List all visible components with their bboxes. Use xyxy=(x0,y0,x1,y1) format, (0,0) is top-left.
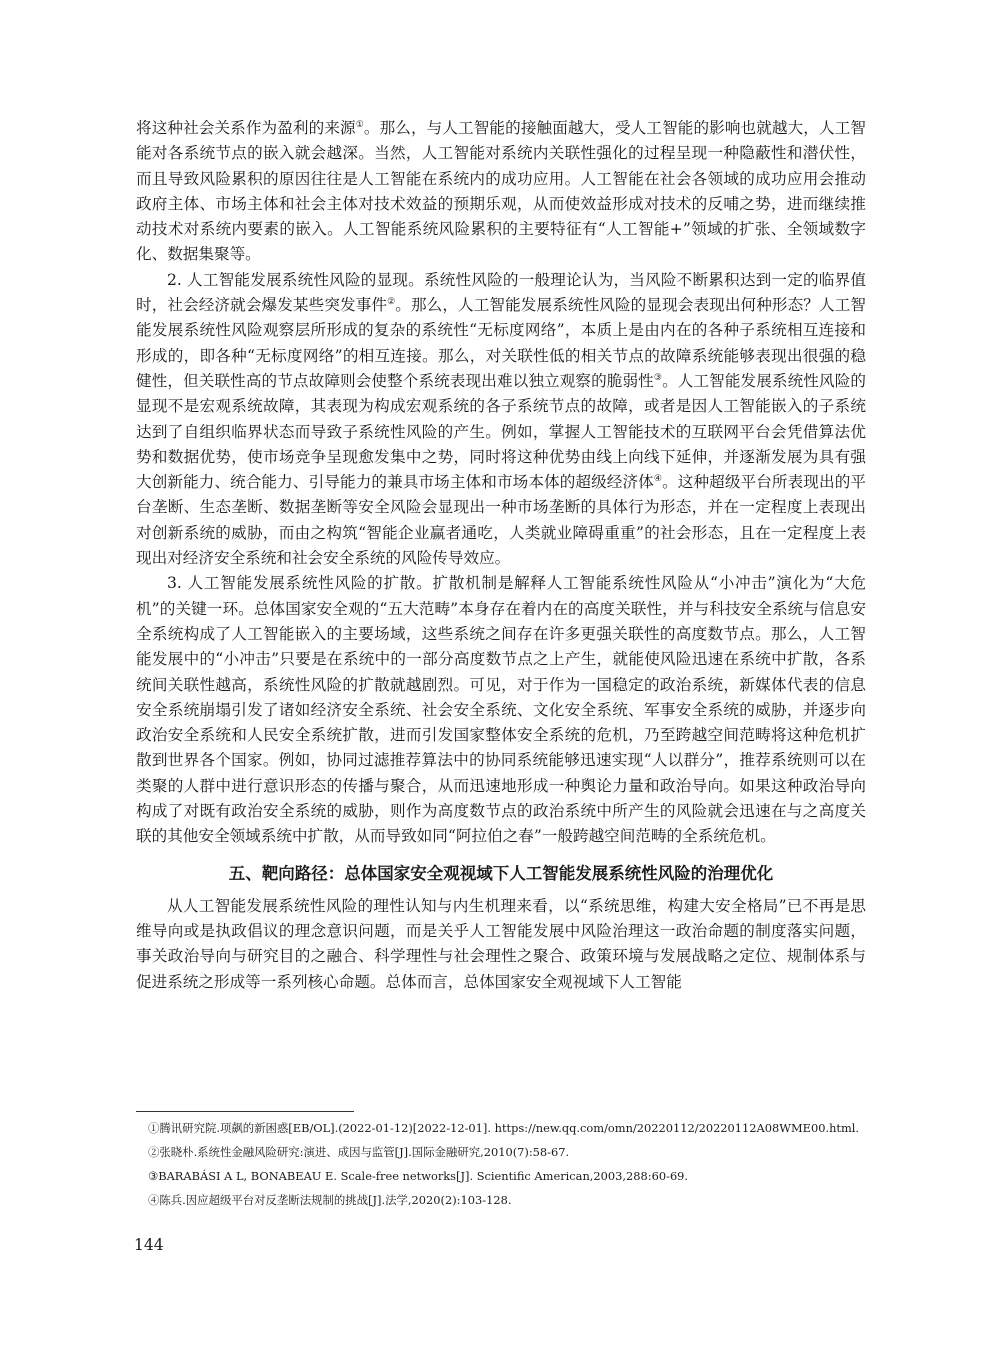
text-run: 2. 人工智能发展系统性风险的显现。系统性风险的一般理论认为，当风险不断累积达到一定的临界值时，社会经济就会爆发某些突发事件 xyxy=(136,270,866,315)
footnote-ref-2[interactable]: ② xyxy=(387,296,396,307)
page-number: 144 xyxy=(134,1236,164,1254)
footnote-4: ④陈兵.因应超级平台对反垄断法规制的挑战[J].法学,2020(2):103-128. xyxy=(148,1193,512,1207)
text-run: 。那么，人工智能发展系统性风险的显现会表现出何种形态？人工智能发展系统性风险观察层所形成的复杂的系统性“无标度网络”，本质上是由内在的各种子系统相互连接和形成的，即各种“无标度网络”的相互连接。那么，对关联性低的相关节点的故障系统能够表现出很强的稳健性，但关联性高的节点故障则会使整个系统表现出难以独立观察的脆弱性 xyxy=(136,296,866,390)
paragraph-continuation xyxy=(136,116,866,268)
footnote-3: ③BARABÁSI A L, BONABEAU E. Scale-free networks[J]. Scientific American,2003,288:60-69. xyxy=(148,1169,689,1183)
text-run: 将这种社会关系作为盈利的来源 xyxy=(136,119,356,137)
footnote-ref-4[interactable]: ④ xyxy=(653,473,663,484)
footnote-ref-1[interactable]: ① xyxy=(355,119,364,130)
text-run: 。这种超级平台所表现出的平台垄断、生态垄断、数据垄断等安全风险会显现出一种市场垄断的具体行为形态，并在一定程度上表现出对创新系统的威胁，而由之构筑“智能企业赢者通吃，人类就业障碍重重”的社会形态，且在一定程度上表现出对经济安全系统和社会安全系统的风险传导效应。 xyxy=(136,473,866,568)
footnote-1: ①腾讯研究院.项飙的新困惑[EB/OL].(2022-01-12)[2022-12-01]. https://new.qq.com/omn/20220112/20220112A08WME00.html. xyxy=(148,1121,860,1135)
text-run: 。人工智能发展系统性风险的显现不是宏观系统故障，其表现为构成宏观系统的各子系统节点的故障，或者是因人工智能嵌入的子系统达到了自组织临界状态而导致子系统性风险的产生。例如，掌握人工智能技术的互联网平台会凭借算法优势和数据优势，使市场竞争呈现愈发集中之势，同时将这种优势由线上向线下延伸，并逐渐发展为具有强大创新能力、统合能力、引导能力的兼具市场主体和市场本体的超级经济体 xyxy=(136,371,866,492)
paragraph-governance: 从人工智能发展系统性风险的理性认知与内生机理来看，以“系统思维，构建大安全格局”已不再是思维导向或是执政倡议的理念意识问题，而是关乎人工智能发展中风险治理这一政治命题的制度落实问题，事关政治导向与研究目的之融合、科学理性与社会理性之聚合、政策环境与发展战略之定位、规制体系与促进系统之形成等一系列核心命题。总体而言，总体国家安全观视域下人工智能 xyxy=(136,896,866,991)
footnotes xyxy=(136,1119,866,1215)
footnote-2: ②张晓朴.系统性金融风险研究:演进、成因与监管[J].国际金融研究,2010(7):58-67. xyxy=(148,1145,570,1159)
body-text xyxy=(136,116,866,995)
paragraph-risk-diffusion: 3. 人工智能发展系统性风险的扩散。扩散机制是解释人工智能系统性风险从“小冲击”演化为“大危机”的关键一环。总体国家安全观的“五大范畴”本身存在着内在的高度关联性，并与科技安全系统与信息安全系统构成了人工智能嵌入的主要场域，这些系统之间存在许多更强关联性的高度数节点。那么，人工智能发展中的“小冲击”只要是在系统中的一部分高度数节点之上产生，就能使风险迅速在系统中扩散，各系统间关联性越高，系统性风险的扩散就越剧烈。可见，对于作为一国稳定的政治系统，新媒体代表的信息安全系统崩塌引发了诸如经济安全系统、社会安全系统、文化安全系统、军事安全系统的威胁，并逐步向政治安全系统和人民安全系统扩散，进而引发国家整体安全系统的危机，乃至跨越空间范畴将这种危机扩散到世界各个国家。例如，协同过滤推荐算法中的协同系统能够迅速实现“人以群分”，推荐系统则可以在类聚的人群中进行意识形态的传播与聚合，从而迅速地形成一种舆论力量和政治导向。如果这种政治导向构成了对既有政治安全系统的威胁，则作为高度数节点的政治系统中所产生的风险就会迅速在与之高度关联的其他安全领域系统中扩散，从而导致如同“阿拉伯之春”一般跨越空间范畴的全系统危机。 xyxy=(136,574,866,846)
paragraph-risk-emergence xyxy=(136,268,866,572)
footnote-divider xyxy=(136,1111,354,1112)
section-heading: 五、靶向路径：总体国家安全观视域下人工智能发展系统性风险的治理优化 xyxy=(228,863,774,883)
text-run: 。那么，与人工智能的接触面越大，受人工智能的影响也就越大，人工智能对各系统节点的嵌入就会越深。当然，人工智能对系统内关联性强化的过程呈现一种隐蔽性和潜伏性，而且导致风险累积的原因往往是人工智能在系统内的成功应用。人工智能在社会各领域的成功应用会推动政府主体、市场主体和社会主体对技术效益的预期乐观，从而使效益形成对技术的反哺之势，进而继续推动技术对系统内要素的嵌入。人工智能系统风险累积的主要特征有“人工智能+”领域的扩张、全领域数字化、数据集聚等。 xyxy=(136,119,866,264)
footnote-ref-3[interactable]: ③ xyxy=(653,372,663,383)
